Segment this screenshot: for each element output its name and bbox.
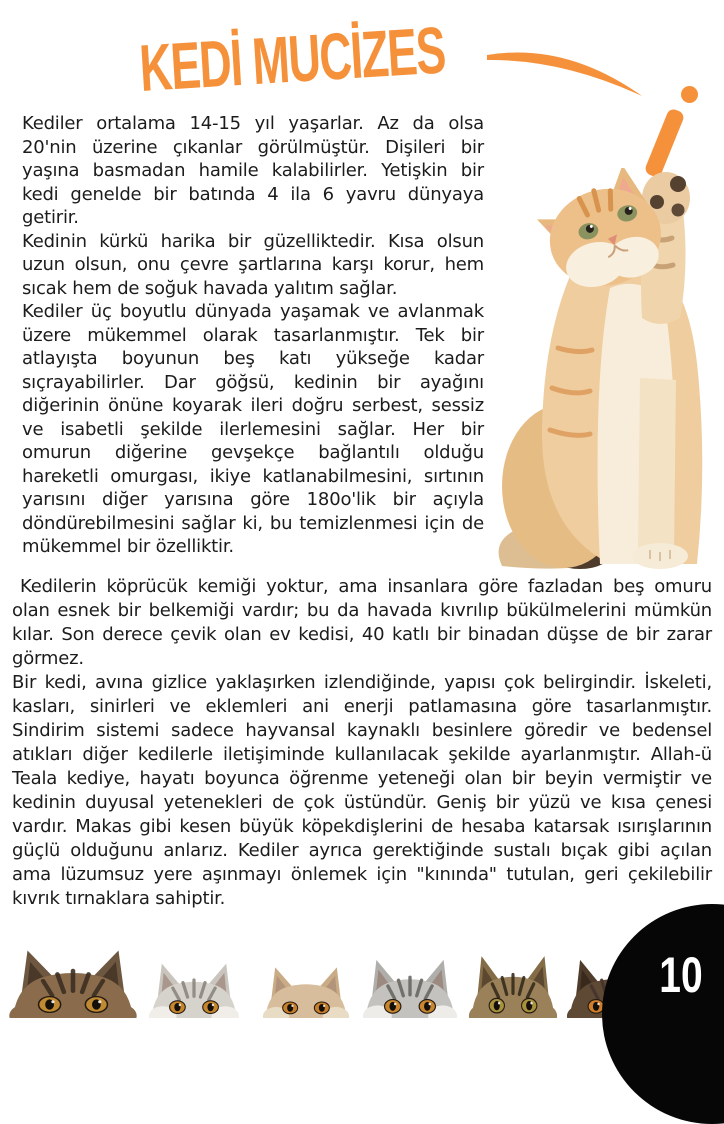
cream-cat-photo xyxy=(262,964,350,1018)
paragraph: Kediler üç boyutlu dünyada yaşamak ve avlanmak üzere mükemmel olarak tasarlanmıştır. Tek bir atlayışta boyunun beş katı yükseğe kadar sıçrayabilirler. Dar göğsü, kedinin bir ayağını diğerinin önüne koyarak ileri doğru serbest, sessiz ve isabetli şekilde ilerlemesini sağlar. Her bir omurun diğerine gevşekçe bağlantılı olduğu hareketli omurgası, ikiye katlanabilmesini, sırtının yarısını diğer yarısına göre 180o'lik bir açıyla döndürebilmesini sağlar ki, bu temizlenmesi için de mükemmel bir özelliktir. xyxy=(22,301,484,557)
page-number-badge xyxy=(602,904,724,1124)
swoosh-line xyxy=(484,42,646,104)
paragraph: Kedinin kürkü harika bir güzelliktedir. Kısa olsun uzun olsun, onu çevre şartlarına karşı korur, hem sıcak hem de soğuk havada yalıtım sağlar. xyxy=(22,230,484,299)
paragraph: Kedilerin köprücük kemiği yoktur, ama insanlara göre fazladan beş omuru olan esnek bir belkemiği vardır; bu da havada kıvrılıp bükülmelerini mümkün kılar. Son derece çevik olan ev kedisi, 40 katlı bir binadan düşse de bir zarar görmez. xyxy=(12,576,712,669)
silver-tabby-photo xyxy=(362,956,458,1018)
tilted-letter-i-text xyxy=(0,0,1,1)
gray-white-cat-photo xyxy=(148,960,240,1018)
brown-maine-coon-photo xyxy=(8,946,138,1018)
article-left-column xyxy=(22,112,484,559)
page-title: KEDİ MUCİZES xyxy=(137,12,447,106)
main-cat-photo xyxy=(492,168,724,572)
paragraph: Bir kedi, avına gizlice yaklaşırken izlendiğinde, yapısı çok belirgindir. İskeleti, kasları, sinirleri ve eklemleri ani enerji patlamasına göre tasarlanmıştır. Sindirim sistemi sadece hayvansal kaynaklı besinlere göredir ve bedensel atıkları diğer kedilerle iletişiminde kullanılacak şekilde ayarlanmıştır. Allah-ü Teala kediye, hayatı boyunca öğrenme yeteneği olan bir beyin vermiştir ve kedinin duyusal yetenekleri de çok üstündür. Geniş bir yüzü ve kısa çenesi vardır. Makas gibi kesen büyük köpekdişlerini de hesaba katarsak ısırışlarının güçlü olduğunu anlarız. Kediler ayrıca gerektiğinde sustalı bıçak gibi açılan ama lüzumsuz yere aşınmayı önlemek için "kınında" tutulan, geri çekilebilir kıvrık tırnaklara sahiptir. xyxy=(12,672,712,909)
letter-i-dot xyxy=(681,86,698,103)
article-full-width xyxy=(12,575,712,911)
page-number: 10 xyxy=(659,947,703,1003)
brown-tabby-photo xyxy=(468,952,558,1018)
paragraph: Kediler ortalama 14-15 yıl yaşarlar. Az da olsa 20'nin üzerine çıkanlar görülmüştür. Dişileri bir yaşına basmadan hamile kalabilirler. Yetişkin bir kedi genelde bir batında 4 ila 6 yavru dünyaya getirir. xyxy=(22,113,484,228)
